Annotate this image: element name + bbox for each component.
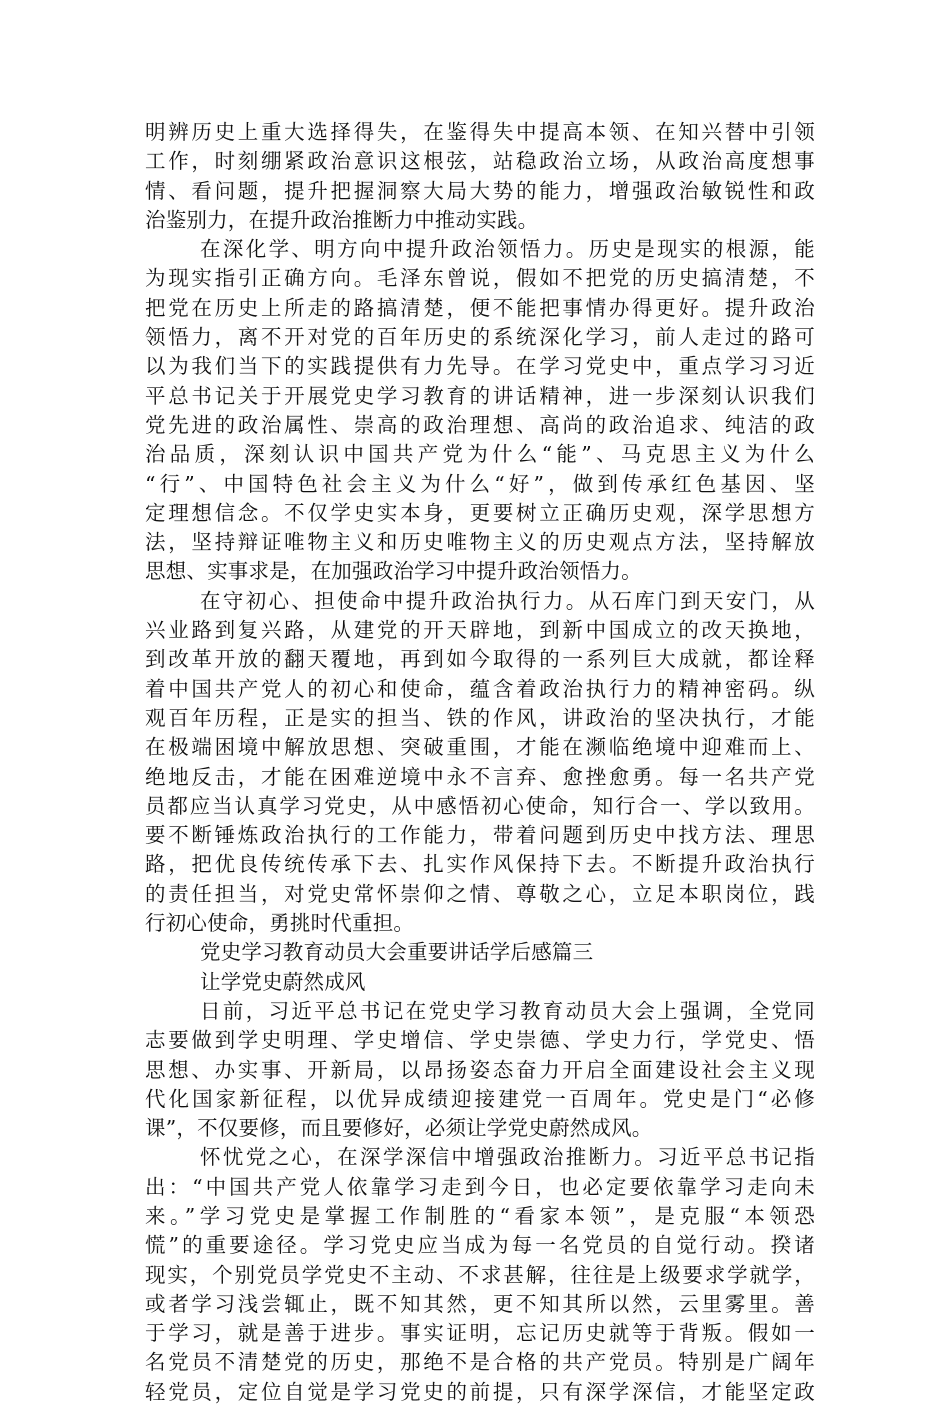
- text-line: 要不断锤炼政治执行的工作能力，带着问题到历史中找方法、理思: [145, 823, 815, 848]
- text-line: 在守初心、担使命中提升政治执行力。从石库门到天安门，从: [200, 588, 815, 613]
- text-line: 治品质，深刻认识中国共产党为什么“能”、马克思主义为什么: [145, 442, 815, 467]
- text-line: 绝地反击，才能在困难逆境中永不言弃、愈挫愈勇。每一名共产党: [145, 764, 815, 789]
- text-line: 到改革开放的翻天覆地，再到如今取得的一系列巨大成就，都诠释: [145, 647, 815, 672]
- text-line: 定理想信念。不仅学史实本身，更要树立正确历史观，深学思想方: [145, 500, 815, 525]
- text-line: 把党在历史上所走的路搞清楚，便不能把事情办得更好。提升政治: [145, 295, 815, 320]
- text-line: 于学习，就是善于进步。事实证明，忘记历史就等于背叛。假如一: [145, 1321, 815, 1346]
- text-line: 的责任担当，对党史常怀崇仰之情、尊敬之心，立足本职岗位，践: [145, 881, 815, 906]
- text-line: 领悟力，离不开对党的百年历史的系统深化学习，前人走过的路可: [145, 325, 815, 350]
- text-line: 路，把优良传统传承下去、扎实作风保持下去。不断提升政治执行: [145, 852, 815, 877]
- body-text: [145, 118, 815, 1407]
- text-line: 让学党史蔚然成风: [200, 969, 366, 994]
- text-line: 情、看问题，提升把握洞察大局大势的能力，增强政治敏锐性和政: [145, 178, 815, 203]
- text-line: 怀忧党之心，在深学深信中增强政治推断力。习近平总书记指: [200, 1145, 815, 1170]
- text-line: 在极端困境中解放思想、突破重围，才能在濒临绝境中迎难而上、: [145, 735, 815, 760]
- text-line: 平总书记关于开展党史学习教育的讲话精神，进一步深刻认识我们: [145, 383, 815, 408]
- text-line: 为现实指引正确方向。毛泽东曾说，假如不把党的历史搞清楚，不: [145, 266, 815, 291]
- text-line: 明辨历史上重大选择得失，在鉴得失中提高本领、在知兴替中引领: [145, 120, 815, 144]
- text-line: 轻党员，定位自觉是学习党史的前提，只有深学深信，才能坚定政: [145, 1379, 815, 1404]
- text-line: 代化国家新征程，以优异成绩迎接建党一百周年。党史是门“必修: [145, 1086, 815, 1111]
- text-line: “行”、中国特色社会主义为什么“好”，做到传承红色基因、坚: [145, 471, 815, 496]
- text-line: 法，坚持辩证唯物主义和历史唯物主义的历史观点方法，坚持解放: [145, 530, 815, 555]
- text-line: 现实，个别党员学党史不主动、不求甚解，往往是上级要求学就学，: [145, 1262, 815, 1287]
- text-line: 慌”的重要途径。学习党史应当成为每一名党员的自觉行动。揆诸: [145, 1233, 815, 1258]
- text-line: 思想、办实事、开新局，以昂扬姿态奋力开启全面建设社会主义现: [145, 1057, 815, 1082]
- text-line: 课”，不仅要修，而且要修好，必须让学党史蔚然成风。: [145, 1116, 653, 1141]
- text-line: 在深化学、明方向中提升政治领悟力。历史是现实的根源，能: [200, 237, 815, 262]
- text-line: 志要做到学史明理、学史增信、学史崇德、学史力行，学党史、悟: [145, 1028, 815, 1053]
- text-line: 名党员不清楚党的历史，那绝不是合格的共产党员。特别是广阔年: [145, 1350, 815, 1375]
- text-line: 或者学习浅尝辄止，既不知其然，更不知其所以然，云里雾里。善: [145, 1291, 815, 1316]
- text-line: 来。”学习党史是掌握工作制胜的“看家本领”，是克服“本领恐: [145, 1203, 815, 1228]
- text-line: 党先进的政治属性、崇高的政治理想、高尚的政治追求、纯洁的政: [145, 412, 815, 437]
- text-line: 兴业路到复兴路，从建党的开天辟地，到新中国成立的改天换地，: [145, 618, 815, 643]
- text-line: 员都应当认真学习党史，从中感悟初心使命，知行合一、学以致用。: [145, 793, 815, 818]
- text-line: 日前，习近平总书记在党史学习教育动员大会上强调，全党同: [200, 998, 815, 1023]
- text-line: 出：“中国共产党人依靠学习走到今日，也必定要依靠学习走向未: [145, 1174, 815, 1199]
- text-line: 思想、实事求是，在加强政治学习中提升政治领悟力。: [145, 559, 642, 584]
- text-line: 观百年历程，正是实的担当、铁的作风，讲政治的坚决执行，才能: [145, 705, 815, 730]
- text-line: 工作，时刻绷紧政治意识这根弦，站稳政治立场，从政治高度想事: [145, 149, 815, 174]
- text-line: 行初心使命，勇挑时代重担。: [145, 911, 415, 936]
- text-line: 党史学习教育动员大会重要讲话学后感篇三: [200, 940, 594, 965]
- text-line: 治鉴别力，在提升政治推断力中推动实践。: [145, 207, 539, 232]
- text-line: 着中国共产党人的初心和使命，蕴含着政治执行力的精神密码。纵: [145, 676, 815, 701]
- text-line: 以为我们当下的实践提供有力先导。在学习党史中，重点学习习近: [145, 354, 815, 379]
